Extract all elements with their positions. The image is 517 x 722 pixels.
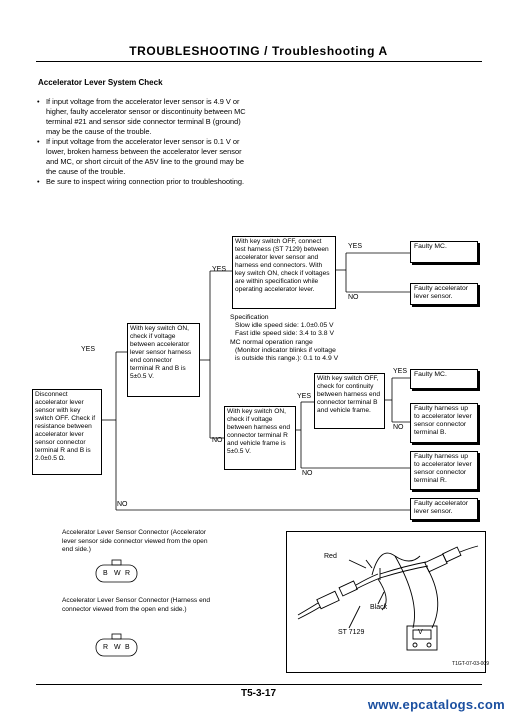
sensor-connector-caption: Accelerator Lever Sensor Connector (Accelerator lever sensor side connector viewed from the open end side.)	[62, 529, 208, 553]
harness-pin-w: W	[114, 644, 121, 651]
continuity-check-box: With key switch OFF, check for continuity between harness end connector terminal B and vehicle frame.	[314, 373, 385, 429]
section-heading: Accelerator Lever System Check	[38, 78, 163, 87]
black-lead-label: Black	[370, 604, 388, 611]
result-faulty-mc: Faulty MC.	[410, 241, 478, 263]
harness-pin-r: R	[103, 644, 109, 651]
yes-label: YES	[81, 346, 96, 353]
yes-label: YES	[393, 368, 408, 375]
page-number: T5-3-17	[240, 688, 276, 699]
specification-notes: Specification Slow idle speed side: 1.0±0.05 V Fast idle speed side: 3.4 to 3.8 V MC normal operation range (Monitor indicator blinks if voltage is outside this range.): 0.1 to 4.9 V	[230, 314, 339, 363]
bullet-item: • Be sure to inspect wiring connection prior to troubleshooting.	[36, 177, 248, 187]
result-faulty-mc: Faulty MC.	[410, 369, 478, 389]
sensor-pin-r: R	[125, 570, 131, 577]
yes-label: YES	[348, 243, 363, 250]
no-label: NO	[302, 470, 313, 477]
no-label: NO	[348, 294, 359, 301]
watermark-text: www.epcatalogs.com	[367, 697, 505, 712]
harness-connector-caption: Accelerator Lever Sensor Connector (Harness end connector viewed from the open end side.)	[62, 597, 211, 613]
tool-label: ST 7129	[338, 629, 365, 636]
figure-code: T1GT-07-03-009	[452, 661, 489, 667]
result-faulty-harness-r: Faulty harness up to accelerator lever sensor connector terminal R.	[410, 451, 478, 490]
footer-rule	[36, 684, 482, 685]
sensor-pin-b: B	[103, 570, 108, 577]
result-faulty-sensor: Faulty accelerator lever sensor.	[410, 498, 478, 520]
bullet-item: • If input voltage from the accelerator lever sensor is 4.9 V or higher, faulty accelerator sensor or discontinuity between MC terminal #21 and sensor side connector terminal B (ground) may be the cause of the trouble.	[36, 97, 248, 137]
red-lead-label: Red	[324, 553, 337, 560]
voltmeter-label: V	[418, 629, 423, 636]
result-faulty-sensor: Faulty accelerator lever sensor.	[410, 283, 478, 305]
sensor-pin-w: W	[114, 570, 121, 577]
voltage-check-box: With key switch ON, check if voltage between accelerator lever sensor harness end connector terminal R and B is 5±0.5 V.	[127, 323, 200, 397]
yes-label: YES	[297, 393, 312, 400]
start-check-box: Disconnect accelerator lever sensor with key switch OFF. Check if resistance between accelerator lever sensor connector terminal R and B is 2.0±0.5 Ω.	[32, 389, 102, 475]
no-label: NO	[212, 437, 223, 444]
no-label: NO	[393, 424, 404, 431]
voltage-frame-check-box: With key switch ON, check if voltage between harness end connector terminal R and vehicle frame is 5±0.5 V.	[224, 406, 296, 470]
no-label: NO	[117, 501, 128, 508]
harness-pin-b: B	[125, 644, 130, 651]
bullet-item: • If input voltage from the accelerator lever sensor is 0.1 V or lower, broken harness between the accelerator lever sensor and MC, or short circuit of the A5V line to the ground may be the cause of the trouble.	[36, 137, 248, 177]
result-faulty-harness-b: Faulty harness up to accelerator lever sensor connector terminal B.	[410, 403, 478, 443]
test-harness-check-box: With key switch OFF, connect test harness (ST 7129) between accelerator lever sensor and harness end connectors. With key switch ON, check if voltages are within specification while operating accelerator lever.	[232, 236, 336, 309]
yes-label: YES	[212, 266, 227, 273]
page-title: TROUBLESHOOTING / Troubleshooting A	[129, 44, 388, 58]
